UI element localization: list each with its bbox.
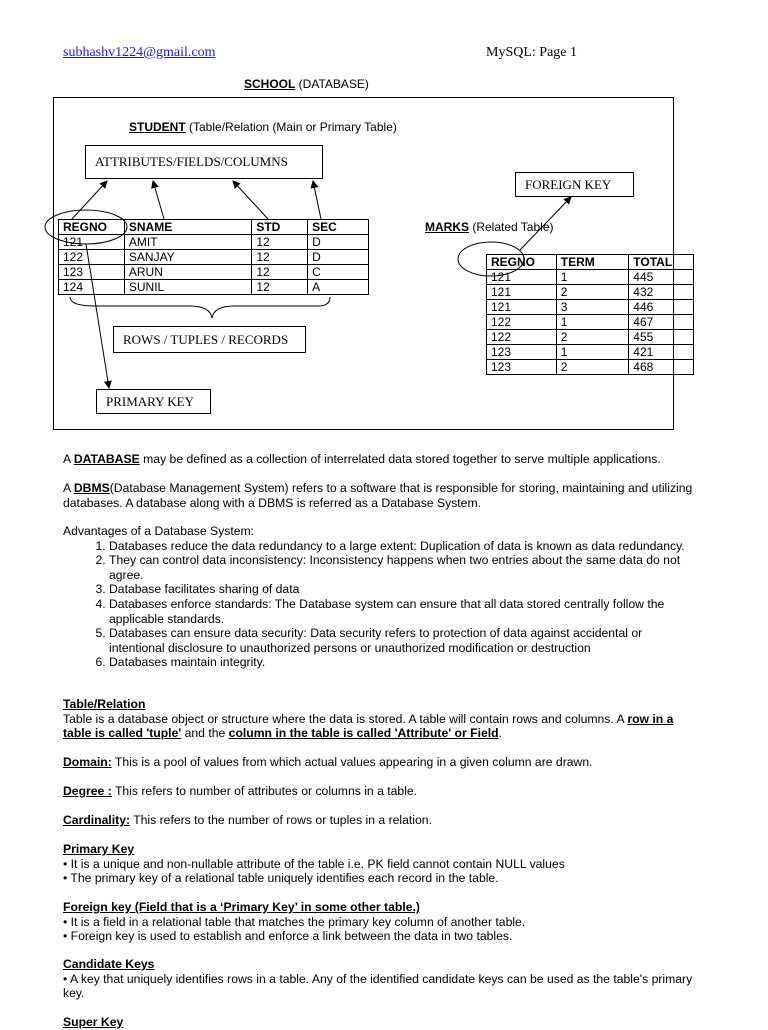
table-cell: 421 bbox=[629, 345, 694, 360]
list-item: 1. Databases reduce the data redundancy to a large extent: Duplication of data is known as data redundancy. bbox=[109, 539, 693, 554]
degree-term: Degree : bbox=[63, 784, 112, 798]
table-cell: 445 bbox=[629, 270, 694, 285]
list-item: • It is a unique and non-nullable attribute of the table i.e. PK field cannot contain NULL values bbox=[63, 856, 565, 871]
text: This refers to number of attributes or columns in a table. bbox=[111, 784, 418, 798]
list-item: 4. Databases enforce standards: The Database system can ensure that all data stored centrally follow the applicable standards. bbox=[109, 597, 693, 626]
table-cell: D bbox=[308, 250, 369, 265]
table-cell: SUNIL bbox=[124, 280, 251, 295]
text: may be defined as a collection of interrelated data stored together to serve multiple applications. bbox=[139, 452, 661, 466]
table-cell: 3 bbox=[556, 300, 629, 315]
text: A bbox=[63, 452, 74, 466]
table-cell: 1 bbox=[556, 315, 629, 330]
table-cell: 122 bbox=[487, 315, 557, 330]
table-relation-heading: Table/Relation bbox=[63, 697, 146, 711]
table-cell: D bbox=[308, 235, 369, 250]
table-cell: 121 bbox=[487, 270, 557, 285]
table-cell: 121 bbox=[59, 235, 125, 250]
marks-suffix: (Related Table) bbox=[469, 220, 554, 234]
table-cell: 122 bbox=[487, 330, 557, 345]
regno-foreign-key-circle bbox=[458, 242, 524, 276]
table-cell: 467 bbox=[629, 315, 694, 330]
text: A bbox=[63, 481, 74, 495]
domain-definition bbox=[63, 755, 693, 770]
table-cell: 124 bbox=[59, 280, 125, 295]
arrow-primary-key bbox=[86, 244, 109, 388]
marks-header-cell: TOTAL bbox=[629, 255, 694, 270]
table-cell: 123 bbox=[487, 360, 557, 375]
list-item: • Foreign key is used to establish and enforce a link between the data in two tables. bbox=[63, 929, 513, 944]
list-item: 6. Databases maintain integrity. bbox=[109, 655, 693, 670]
table-cell: 12 bbox=[252, 235, 308, 250]
table-cell: 12 bbox=[252, 265, 308, 280]
author-email-link[interactable]: subhashv1224@gmail.com bbox=[63, 45, 216, 60]
diagram-connectors bbox=[0, 0, 768, 440]
primary-key-section bbox=[63, 842, 693, 886]
marks-header-cell: REGNO bbox=[487, 255, 557, 270]
column-term: column in the table is called 'Attribute' or Field bbox=[228, 726, 499, 741]
super-key-section bbox=[63, 1015, 693, 1030]
marks-title: MARKS bbox=[425, 220, 469, 234]
arrow-sec-attributes bbox=[313, 181, 321, 219]
table-cell: C bbox=[308, 265, 369, 280]
student-suffix: (Table/Relation (Main or Primary Table) bbox=[185, 120, 397, 134]
table-relation-section bbox=[63, 697, 693, 741]
student-header-cell: SEC bbox=[308, 220, 369, 235]
super-key-heading: Super Key bbox=[63, 1015, 124, 1029]
list-item: 5. Databases can ensure data security: Data security refers to protection of data against accidental or intentional disclosure to unauthorized persons or unauthorized modification or destruction bbox=[109, 626, 693, 655]
attributes-label: ATTRIBUTES/FIELDS/COLUMNS bbox=[95, 154, 288, 169]
table-cell: 432 bbox=[629, 285, 694, 300]
table-cell: 468 bbox=[629, 360, 694, 375]
school-suffix: (DATABASE) bbox=[295, 77, 369, 91]
table-cell: 446 bbox=[629, 300, 694, 315]
table-cell: 1 bbox=[556, 270, 629, 285]
text: . bbox=[498, 726, 502, 741]
table-cell: 1 bbox=[556, 345, 629, 360]
rows-brace bbox=[70, 297, 330, 318]
table-cell: 122 bbox=[59, 250, 125, 265]
page-label: MySQL: Page 1 bbox=[486, 45, 577, 60]
table-cell: 2 bbox=[556, 285, 629, 300]
database-definition bbox=[63, 452, 693, 467]
domain-term: Domain: bbox=[63, 755, 112, 769]
primary-key-label: PRIMARY KEY bbox=[106, 393, 195, 409]
candidate-keys-section bbox=[63, 957, 693, 1001]
table-cell: ARUN bbox=[124, 265, 251, 280]
table-cell: 12 bbox=[252, 250, 308, 265]
cardinality-term: Cardinality: bbox=[63, 813, 131, 827]
advantages-list bbox=[63, 539, 693, 670]
candidate-keys-heading: Candidate Keys bbox=[63, 957, 155, 971]
foreign-key-heading: Foreign key (Field that is a ‘Primary Key’ in some other table.) bbox=[63, 900, 420, 914]
student-title: STUDENT bbox=[129, 120, 186, 134]
school-title: SCHOOL bbox=[244, 77, 296, 91]
table-cell: SANJAY bbox=[124, 250, 251, 265]
primary-key-heading: Primary Key bbox=[63, 842, 135, 856]
list-item: • The primary key of a relational table uniquely identifies each record in the table. bbox=[63, 871, 499, 886]
dbms-definition bbox=[63, 481, 693, 510]
foreign-key-section bbox=[63, 900, 693, 944]
student-header-cell: STD bbox=[252, 220, 308, 235]
arrow-regno-attributes bbox=[72, 181, 107, 219]
table-cell: 2 bbox=[556, 360, 629, 375]
table-cell: 121 bbox=[487, 285, 557, 300]
text: This refers to the number of rows or tuples in a relation. bbox=[130, 813, 432, 827]
list-item: • A key that uniquely identifies rows in a table. Any of the identified candidate keys can be used as the table's primary key. bbox=[63, 971, 693, 1001]
dbms-term: DBMS bbox=[73, 481, 110, 495]
arrow-sname-attributes bbox=[153, 181, 164, 219]
foreign-key-label: FOREIGN KEY bbox=[525, 176, 612, 192]
table-cell: 121 bbox=[487, 300, 557, 315]
table-cell: 123 bbox=[59, 265, 125, 280]
text: and the bbox=[181, 726, 229, 741]
table-cell: 123 bbox=[487, 345, 557, 360]
rows-label: ROWS / TUPLES / RECORDS bbox=[123, 331, 289, 347]
cardinality-definition bbox=[63, 813, 693, 828]
list-item: • It is a field in a relational table that matches the primary key column of another table. bbox=[63, 914, 526, 929]
list-item: 3. Database facilitates sharing of data bbox=[109, 582, 693, 597]
table-cell: 2 bbox=[556, 330, 629, 345]
table-cell: A bbox=[308, 280, 369, 295]
table-cell: 455 bbox=[629, 330, 694, 345]
arrow-std-attributes bbox=[233, 181, 268, 219]
advantages-title: Advantages of a Database System: bbox=[63, 524, 255, 538]
advantages-section bbox=[63, 524, 693, 670]
list-item: 2. They can control data inconsistency: Inconsistency happens when two entries about the same data do not agree. bbox=[109, 553, 693, 582]
row-term: row in a table is called 'tuple' bbox=[63, 711, 674, 741]
table-cell: 12 bbox=[252, 280, 308, 295]
student-header-cell: SNAME bbox=[124, 220, 251, 235]
marks-header-cell: TERM bbox=[556, 255, 629, 270]
text: This is a pool of values from which actual values appearing in a given column are drawn. bbox=[111, 755, 593, 769]
regno-primary-key-circle bbox=[45, 210, 127, 244]
table-cell: AMIT bbox=[124, 235, 251, 250]
database-term: DATABASE bbox=[73, 452, 140, 466]
degree-definition bbox=[63, 784, 693, 799]
student-header-cell: REGNO bbox=[59, 220, 125, 235]
text: (Database Management System) refers to a software that is responsible for storing, maintaining and utilizing databases. A database along with a DBMS is referred as a Database System. bbox=[63, 481, 693, 510]
arrow-foreign-key bbox=[520, 197, 571, 250]
text: Table is a database object or structure where the data is stored. A table will contain rows and columns. A bbox=[63, 711, 628, 726]
